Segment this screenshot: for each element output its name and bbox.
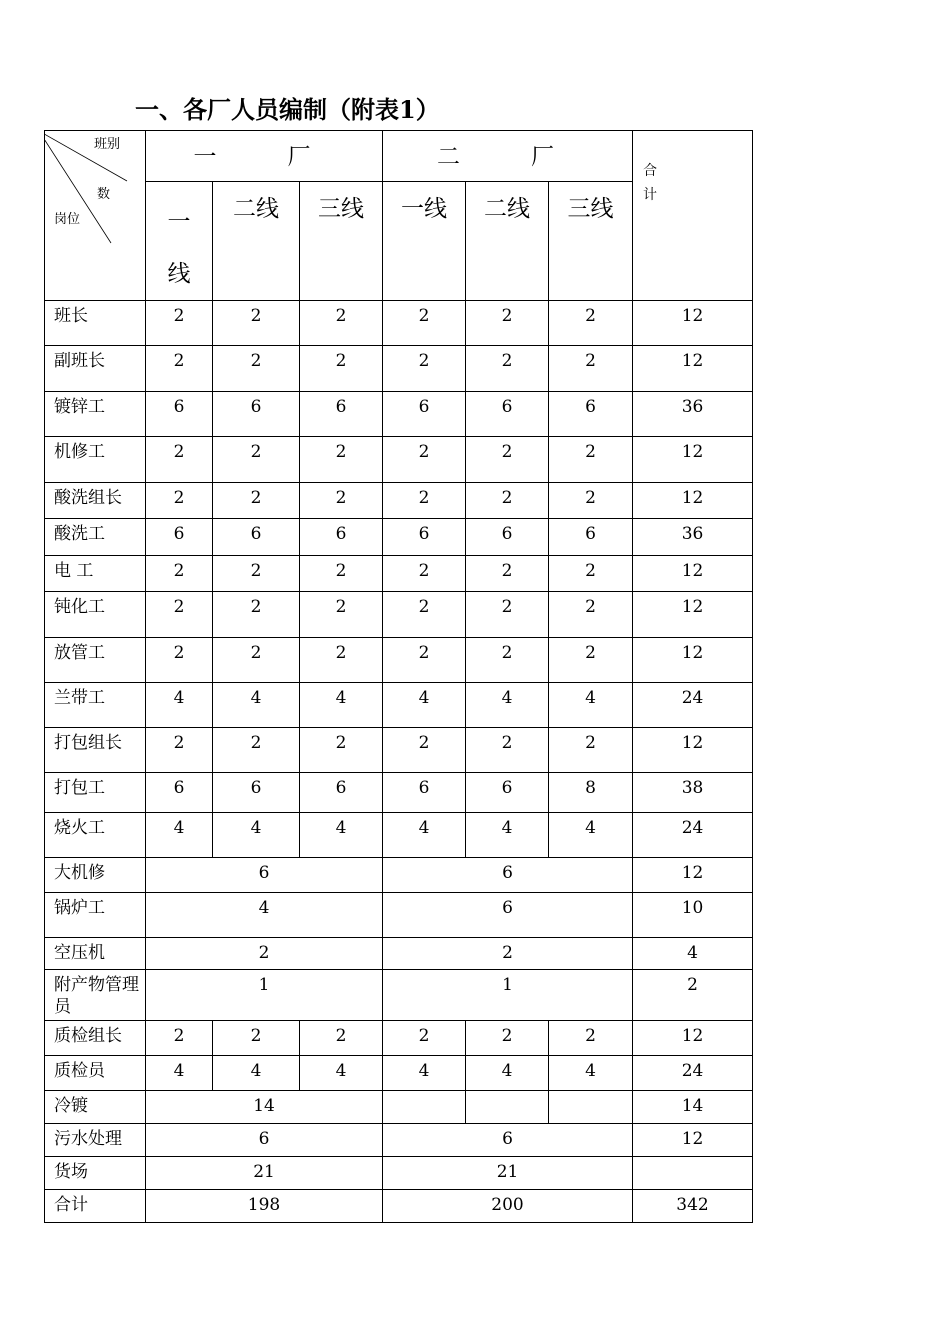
- value-cell: 4: [146, 683, 213, 728]
- value-cell: 2: [146, 638, 213, 683]
- value-cell: 6: [300, 392, 383, 437]
- table-row: [45, 1091, 753, 1124]
- row-label: 质检组长: [45, 1021, 146, 1056]
- corner-diagonal-lines: [45, 131, 146, 281]
- value-cell: 6: [466, 519, 549, 556]
- row-total: 38: [633, 773, 753, 813]
- table-row: [45, 1021, 753, 1056]
- row-total: [633, 1157, 753, 1190]
- value-cell: 2: [466, 1021, 549, 1056]
- corner-label-position: 岗位: [54, 212, 81, 227]
- factory-header-2: 二 厂: [383, 131, 633, 182]
- empty-cell: [466, 1091, 549, 1124]
- value-cell: 2: [383, 346, 466, 392]
- value-cell: 2: [300, 1021, 383, 1056]
- row-label: 副班长: [45, 346, 146, 392]
- factory1-value: 198: [146, 1190, 383, 1223]
- value-cell: 6: [300, 519, 383, 556]
- row-total: 12: [633, 1124, 753, 1157]
- value-cell: 6: [383, 392, 466, 437]
- row-label: 货场: [45, 1157, 146, 1190]
- line-header-f1-3: 三线: [300, 182, 383, 301]
- value-cell: 4: [300, 683, 383, 728]
- factory1-value: 21: [146, 1157, 383, 1190]
- value-cell: 2: [213, 301, 300, 346]
- row-label: 钝化工: [45, 592, 146, 638]
- row-label: 班长: [45, 301, 146, 346]
- line-header-f2-2: 二线: [466, 182, 549, 301]
- value-cell: 2: [383, 483, 466, 519]
- value-cell: 2: [300, 301, 383, 346]
- value-cell: 4: [549, 683, 633, 728]
- line-header-f2-1: 一线: [383, 182, 466, 301]
- row-label: 电 工: [45, 556, 146, 592]
- table-row: [45, 893, 753, 938]
- table-row: [45, 346, 753, 392]
- row-label: 兰带工: [45, 683, 146, 728]
- page-title: 一、各厂人员编制（附表1）: [135, 95, 440, 124]
- total-header: [633, 131, 753, 301]
- row-label: 打包组长: [45, 728, 146, 773]
- row-total: 24: [633, 813, 753, 858]
- value-cell: 6: [146, 392, 213, 437]
- row-total: 12: [633, 301, 753, 346]
- value-cell: 2: [213, 346, 300, 392]
- row-label: 质检员: [45, 1056, 146, 1091]
- table-row: [45, 728, 753, 773]
- row-total: 12: [633, 728, 753, 773]
- factory2-value: 6: [383, 858, 633, 893]
- value-cell: 4: [466, 683, 549, 728]
- factory1-value: 6: [146, 1124, 383, 1157]
- corner-header-cell: [45, 131, 146, 301]
- row-total: 12: [633, 638, 753, 683]
- value-cell: 2: [300, 483, 383, 519]
- empty-cell: [383, 1091, 466, 1124]
- value-cell: 2: [466, 638, 549, 683]
- value-cell: 2: [383, 1021, 466, 1056]
- value-cell: 4: [300, 1056, 383, 1091]
- value-cell: 2: [466, 592, 549, 638]
- table-row: [45, 813, 753, 858]
- row-total: 12: [633, 483, 753, 519]
- value-cell: 6: [549, 519, 633, 556]
- value-cell: 6: [300, 773, 383, 813]
- row-total: 4: [633, 938, 753, 970]
- value-cell: 2: [383, 728, 466, 773]
- value-cell: 2: [549, 728, 633, 773]
- row-label: 空压机: [45, 938, 146, 970]
- value-cell: 6: [383, 773, 466, 813]
- row-label: 大机修: [45, 858, 146, 893]
- value-cell: 6: [466, 392, 549, 437]
- value-cell: 2: [146, 728, 213, 773]
- row-label: 冷镀: [45, 1091, 146, 1124]
- total-header-char-1: 合: [643, 163, 658, 179]
- value-cell: 2: [466, 556, 549, 592]
- value-cell: 4: [213, 1056, 300, 1091]
- value-cell: 2: [549, 483, 633, 519]
- factory2-value: 1: [383, 970, 633, 1021]
- row-label: 镀锌工: [45, 392, 146, 437]
- table-row: [45, 1056, 753, 1091]
- corner-label-count: 数: [97, 187, 111, 202]
- table-row: [45, 392, 753, 437]
- value-cell: 2: [383, 638, 466, 683]
- row-label: 污水处理: [45, 1124, 146, 1157]
- value-cell: 2: [466, 483, 549, 519]
- row-label: 酸洗组长: [45, 483, 146, 519]
- line-header-f1-2: 二线: [213, 182, 300, 301]
- value-cell: 4: [383, 1056, 466, 1091]
- value-cell: 2: [213, 1021, 300, 1056]
- value-cell: 2: [549, 301, 633, 346]
- value-cell: 2: [300, 728, 383, 773]
- row-total: 12: [633, 346, 753, 392]
- row-total: 12: [633, 556, 753, 592]
- value-cell: 4: [549, 1056, 633, 1091]
- table-row: [45, 970, 753, 1021]
- value-cell: 2: [213, 437, 300, 483]
- value-cell: 2: [146, 592, 213, 638]
- value-cell: 2: [146, 1021, 213, 1056]
- grand-total-row: [45, 1190, 753, 1223]
- value-cell: 2: [146, 556, 213, 592]
- value-cell: 2: [466, 346, 549, 392]
- table-row: [45, 556, 753, 592]
- row-total: 2: [633, 970, 753, 1021]
- row-total: 24: [633, 683, 753, 728]
- value-cell: 4: [466, 1056, 549, 1091]
- value-cell: 6: [213, 392, 300, 437]
- value-cell: 6: [213, 519, 300, 556]
- value-cell: 2: [383, 556, 466, 592]
- row-total: 12: [633, 1021, 753, 1056]
- factory2-value: 6: [383, 893, 633, 938]
- row-total: 342: [633, 1190, 753, 1223]
- value-cell: 4: [549, 813, 633, 858]
- row-total: 12: [633, 858, 753, 893]
- table-row: [45, 773, 753, 813]
- table-row: [45, 483, 753, 519]
- value-cell: 4: [300, 813, 383, 858]
- table-row: [45, 638, 753, 683]
- row-total: 14: [633, 1091, 753, 1124]
- value-cell: 2: [549, 1021, 633, 1056]
- row-total: 24: [633, 1056, 753, 1091]
- value-cell: 6: [213, 773, 300, 813]
- value-cell: 6: [549, 392, 633, 437]
- value-cell: 4: [146, 1056, 213, 1091]
- value-cell: 2: [383, 301, 466, 346]
- value-cell: 2: [213, 728, 300, 773]
- row-label: 合计: [45, 1190, 146, 1223]
- value-cell: 6: [383, 519, 466, 556]
- value-cell: 2: [300, 556, 383, 592]
- row-label: 酸洗工: [45, 519, 146, 556]
- factory1-value: 6: [146, 858, 383, 893]
- factory2-value: 2: [383, 938, 633, 970]
- line-header-char-1: 一: [167, 209, 191, 235]
- table-row: [45, 592, 753, 638]
- value-cell: 2: [300, 437, 383, 483]
- factory1-value: 4: [146, 893, 383, 938]
- value-cell: 2: [213, 483, 300, 519]
- factory1-value: 2: [146, 938, 383, 970]
- value-cell: 2: [300, 638, 383, 683]
- value-cell: 2: [300, 346, 383, 392]
- table-row: [45, 858, 753, 893]
- row-label: 放管工: [45, 638, 146, 683]
- row-total: 36: [633, 519, 753, 556]
- row-label: 打包工: [45, 773, 146, 813]
- line-header-f1-1: [146, 182, 213, 301]
- row-total: 10: [633, 893, 753, 938]
- factory2-value: 200: [383, 1190, 633, 1223]
- line-header-f2-3: 三线: [549, 182, 633, 301]
- value-cell: 4: [383, 813, 466, 858]
- empty-cell: [549, 1091, 633, 1124]
- row-label: 机修工: [45, 437, 146, 483]
- value-cell: 6: [146, 519, 213, 556]
- value-cell: 2: [549, 592, 633, 638]
- value-cell: 8: [549, 773, 633, 813]
- factory2-value: 21: [383, 1157, 633, 1190]
- value-cell: 4: [146, 813, 213, 858]
- row-label: 锅炉工: [45, 893, 146, 938]
- table-row: [45, 519, 753, 556]
- table-row: [45, 1124, 753, 1157]
- table-row: [45, 938, 753, 970]
- value-cell: 6: [146, 773, 213, 813]
- value-cell: 2: [466, 437, 549, 483]
- value-cell: 2: [549, 437, 633, 483]
- factory1-value: 1: [146, 970, 383, 1021]
- value-cell: 2: [300, 592, 383, 638]
- value-cell: 2: [549, 556, 633, 592]
- row-total: 36: [633, 392, 753, 437]
- table-row: [45, 1157, 753, 1190]
- value-cell: 4: [213, 683, 300, 728]
- value-cell: 2: [146, 301, 213, 346]
- value-cell: 2: [213, 556, 300, 592]
- row-label: 附产物管理员: [45, 970, 146, 1021]
- staffing-table: [44, 130, 753, 1223]
- table-row: [45, 437, 753, 483]
- corner-label-class: 班别: [94, 137, 121, 152]
- total-header-char-2: 计: [643, 187, 658, 203]
- table-row: [45, 683, 753, 728]
- table-row: [45, 301, 753, 346]
- line-header-char-2: 线: [167, 261, 191, 287]
- value-cell: 2: [549, 346, 633, 392]
- factory1-value: 14: [146, 1091, 383, 1124]
- factory2-value: 6: [383, 1124, 633, 1157]
- value-cell: 2: [466, 301, 549, 346]
- value-cell: 4: [213, 813, 300, 858]
- value-cell: 2: [146, 346, 213, 392]
- value-cell: 2: [146, 483, 213, 519]
- row-total: 12: [633, 592, 753, 638]
- factory-header-1: 一 厂: [146, 131, 383, 182]
- value-cell: 2: [213, 592, 300, 638]
- value-cell: 2: [383, 437, 466, 483]
- value-cell: 6: [466, 773, 549, 813]
- row-total: 12: [633, 437, 753, 483]
- value-cell: 2: [466, 728, 549, 773]
- value-cell: 2: [549, 638, 633, 683]
- row-label: 烧火工: [45, 813, 146, 858]
- value-cell: 4: [383, 683, 466, 728]
- value-cell: 4: [466, 813, 549, 858]
- value-cell: 2: [383, 592, 466, 638]
- value-cell: 2: [213, 638, 300, 683]
- value-cell: 2: [146, 437, 213, 483]
